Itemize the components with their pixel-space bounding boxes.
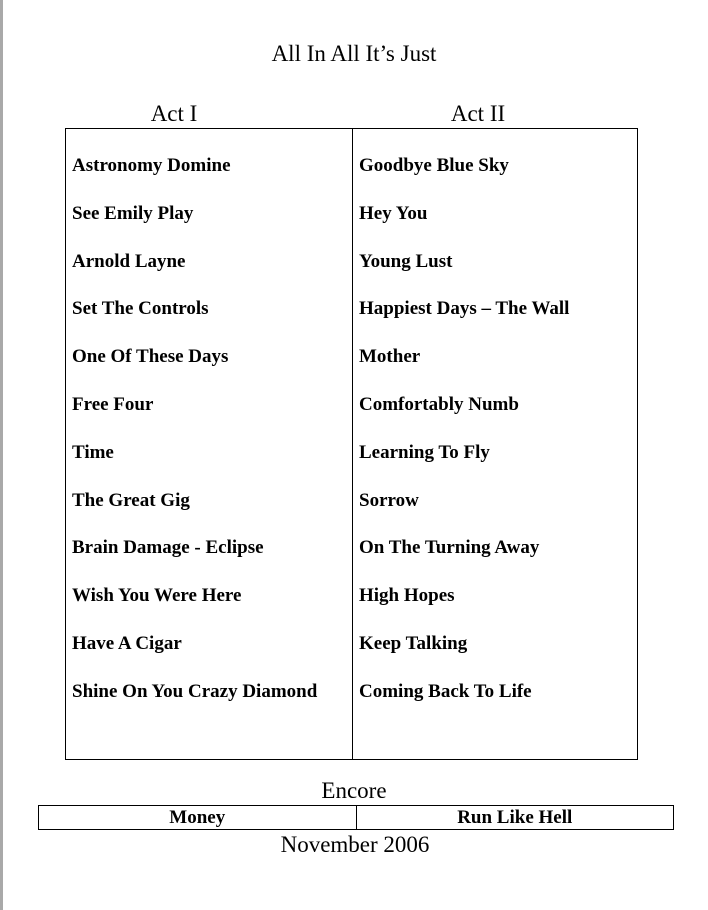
song-item: The Great Gig xyxy=(72,489,190,511)
page-title: All In All It’s Just xyxy=(271,41,437,66)
setlist-table xyxy=(65,128,638,760)
song-item: Comfortably Numb xyxy=(359,393,519,415)
encore-song: Run Like Hell xyxy=(457,807,573,828)
song-item: One Of These Days xyxy=(72,346,229,368)
song-item: Set The Controls xyxy=(72,298,209,320)
song-item: Learning To Fly xyxy=(359,441,490,463)
act-2-heading: Act II xyxy=(450,101,506,126)
song-item: Shine On You Crazy Diamond xyxy=(72,680,318,702)
encore-table xyxy=(38,805,674,830)
song-item: Sorrow xyxy=(359,489,419,511)
song-item: Goodbye Blue Sky xyxy=(359,155,509,176)
song-item: Mother xyxy=(359,346,421,368)
act-1-heading: Act I xyxy=(150,101,198,126)
song-item: Time xyxy=(72,441,114,463)
song-item: Wish You Were Here xyxy=(72,585,242,607)
song-item: See Emily Play xyxy=(72,202,194,224)
song-item: Hey You xyxy=(359,202,428,224)
column-divider xyxy=(352,129,353,759)
song-item: Coming Back To Life xyxy=(359,680,532,702)
song-item: Brain Damage - Eclipse xyxy=(72,537,264,559)
song-item: Have A Cigar xyxy=(72,632,182,654)
page-left-edge xyxy=(0,0,3,910)
song-item: Happiest Days – The Wall xyxy=(359,298,570,320)
song-item: Arnold Layne xyxy=(72,250,186,272)
footer-date: November 2006 xyxy=(280,832,430,857)
song-item: Keep Talking xyxy=(359,632,468,654)
act-2-song-list xyxy=(359,152,637,726)
song-item: On The Turning Away xyxy=(359,537,540,559)
song-item: High Hopes xyxy=(359,585,455,607)
encore-heading: Encore xyxy=(321,778,387,803)
act-1-song-list xyxy=(72,152,350,726)
encore-song: Money xyxy=(39,806,357,829)
song-item: Astronomy Domine xyxy=(72,155,231,176)
song-item: Free Four xyxy=(72,393,154,415)
song-item: Young Lust xyxy=(359,250,453,272)
